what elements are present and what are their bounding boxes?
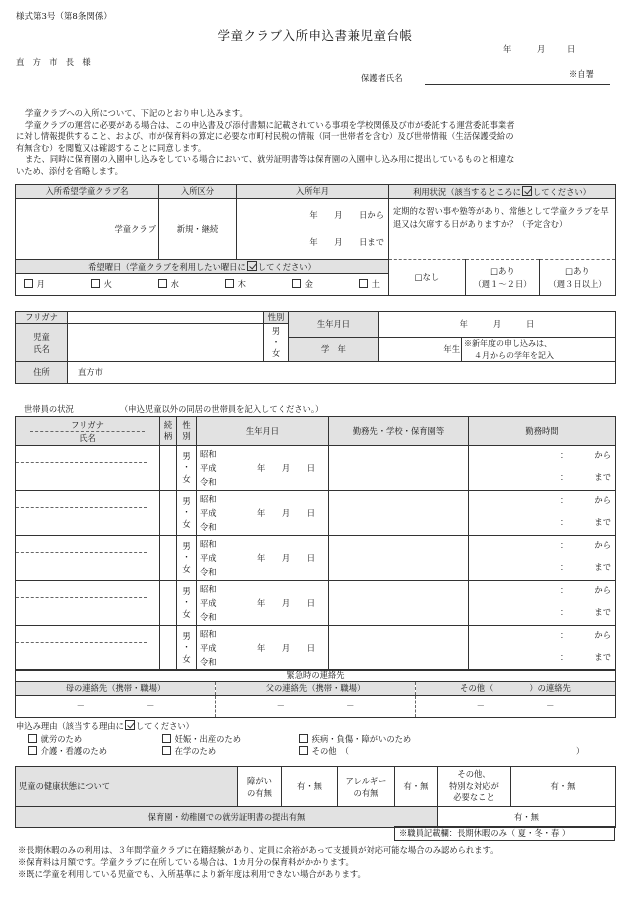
household-title: 世帯員の状況 <box>24 404 74 414</box>
household-birth-header: 生年月日 <box>197 417 329 446</box>
member-hours-field[interactable]: ： から ： まで <box>469 536 616 581</box>
reason-pregnancy-checkbox[interactable]: 妊娠・出産のため <box>162 733 241 746</box>
mother-contact-field[interactable]: － － <box>16 696 216 718</box>
mother-contact-header: 母の連絡先（携帯・職場） <box>16 682 216 696</box>
member-hours-field[interactable]: ： から ： まで <box>469 446 616 491</box>
reasons-header: 申込み理由（該当する理由に してください） <box>16 721 194 731</box>
member-sex-field[interactable]: 男 ・ 女 <box>177 446 197 491</box>
application-reasons <box>16 720 616 758</box>
member-hours-field[interactable]: ： から ： まで <box>469 581 616 626</box>
father-contact-header: 父の連絡先（携帯・職場） <box>216 682 416 696</box>
guardian-name-label: 保護者氏名 <box>361 73 403 83</box>
member-work-field[interactable] <box>329 581 469 626</box>
emergency-table <box>15 669 616 718</box>
household-row <box>16 581 616 626</box>
emergency-title: 緊急時の連絡先 <box>16 670 616 682</box>
child-sex-label: 性別 <box>264 312 289 324</box>
member-work-field[interactable] <box>329 491 469 536</box>
day-checkbox-tue[interactable]: 火 <box>91 279 112 290</box>
child-name-label: 児童 氏名 <box>16 324 68 362</box>
member-name-field[interactable] <box>16 536 160 581</box>
household-row <box>16 491 616 536</box>
child-info-table <box>15 311 616 384</box>
day-checkbox-mon[interactable]: 月 <box>24 279 45 290</box>
entry-date-field[interactable] <box>237 199 389 260</box>
member-hours-field[interactable]: ： から ： まで <box>469 491 616 536</box>
member-relation-field[interactable] <box>160 581 177 626</box>
intro-paragraph-2c: 有無含む）を閲覧又は確認することに同意します。 <box>16 142 207 153</box>
page-title: 学童クラブ入所申込書兼児童台帳 <box>217 28 413 43</box>
date-month-label: 月 <box>537 44 546 54</box>
member-birth-field[interactable]: 昭和 平成 年 月 日 令和 <box>197 626 329 671</box>
day-checkbox-sat[interactable]: 土 <box>359 279 380 290</box>
club-name-header: 入所希望学童クラブ名 <box>16 185 159 199</box>
disability-label: 障がい の有無 <box>238 767 282 807</box>
reason-study-checkbox[interactable]: 在学のため <box>162 745 216 758</box>
reason-other-close: ） <box>576 746 585 756</box>
special-needs-field[interactable]: 有・無 <box>511 767 616 807</box>
child-address-field[interactable]: 直方市 <box>68 362 616 384</box>
allergy-field[interactable]: 有・無 <box>395 767 438 807</box>
member-name-field[interactable] <box>16 491 160 536</box>
household-relation-header: 続 柄 <box>160 417 177 446</box>
child-birth-field[interactable]: 年 月 日 <box>379 312 616 338</box>
member-hours-field[interactable]: ： から ： まで <box>469 626 616 671</box>
preferred-days-header: 希望曜日（学童クラブを利用したい曜日に してください） <box>16 260 389 274</box>
day-checkbox-fri[interactable]: 金 <box>292 279 313 290</box>
father-contact-field[interactable]: － － <box>216 696 416 718</box>
employment-cert-label: 保育園・幼稚園での就労証明書の提出有無 <box>16 807 438 828</box>
preferred-days-row <box>16 274 389 296</box>
usage-option-none[interactable]: □なし <box>389 260 466 296</box>
household-work-header: 勤務先・学校・保育園等 <box>329 417 469 446</box>
member-name-field[interactable] <box>16 626 160 671</box>
household-hours-header: 勤務時間 <box>469 417 616 446</box>
member-relation-field[interactable] <box>160 491 177 536</box>
member-birth-field[interactable]: 昭和 平成 年 月 日 令和 <box>197 581 329 626</box>
member-sex-field[interactable]: 男 ・ 女 <box>177 491 197 536</box>
member-name-field[interactable] <box>16 581 160 626</box>
intro-paragraph-3a: また、同時に保育園の入園申し込みをしている場合において、就労証明書等は保育園の入園申し込み用に提出しているものと相違な <box>25 154 515 164</box>
member-work-field[interactable] <box>329 626 469 671</box>
guardian-name-field[interactable] <box>425 71 610 85</box>
member-relation-field[interactable] <box>160 626 177 671</box>
member-sex-field[interactable]: 男 ・ 女 <box>177 626 197 671</box>
signature-note: ※自署 <box>569 69 594 79</box>
reason-illness-checkbox[interactable]: 疾病・負傷・障がいのため <box>299 733 411 746</box>
health-table <box>15 766 616 828</box>
entry-type-header: 入所区分 <box>159 185 237 199</box>
child-grade-field[interactable]: 年生 <box>379 338 462 362</box>
employment-cert-field[interactable]: 有・無 <box>438 807 616 828</box>
reason-other-checkbox[interactable]: その他 （ <box>299 745 349 758</box>
usage-question: 定期的な習い事や塾等があり、常態として学童クラブを早退又は欠席する日がありますか？（予定含む） <box>389 199 616 260</box>
child-name-field[interactable] <box>68 324 264 362</box>
household-row <box>16 536 616 581</box>
addressee: 直 方 市 長 様 <box>16 57 91 67</box>
entry-date-header: 入所年月 <box>237 185 389 199</box>
special-needs-label: その他、 特別な対応が 必要なこと <box>438 767 511 807</box>
child-furigana-field[interactable] <box>68 312 264 324</box>
child-furigana-label: フリガナ <box>16 312 68 324</box>
child-birth-label: 生年月日 <box>289 312 379 338</box>
entry-date-to: 年 月 日まで <box>309 237 384 247</box>
member-relation-field[interactable] <box>160 446 177 491</box>
note-long-vacation: ※長期休暇のみの利用は、３年間学童クラブに在籍経験があり、定員に余裕があって支援員が対応可能な場合のみ認められます。 <box>18 845 499 855</box>
intro-paragraph-2b: に対し情報提供すること、および、市が保育料の算定に必要な市町村民税の情報（同一世帯者を含む）及び世帯情報（生活保護受給の <box>16 131 514 141</box>
member-work-field[interactable] <box>329 446 469 491</box>
check-icon <box>522 186 532 196</box>
intro-paragraph-2a: 学童クラブの運営に必要がある場合は、この申込書及び添付書類に記載されている事項を学校関係及び市が委託する運営委託事業者 <box>25 119 515 130</box>
health-label: 児童の健康状態について <box>16 767 238 807</box>
member-work-field[interactable] <box>329 536 469 581</box>
child-grade-note: ※新年度の申し込みは、 ４月からの学年を記入 <box>462 338 616 362</box>
other-contact-field[interactable]: － － <box>416 696 616 718</box>
member-sex-field[interactable]: 男 ・ 女 <box>177 536 197 581</box>
child-grade-label: 学 年 <box>289 338 379 362</box>
day-checkbox-wed[interactable]: 水 <box>158 279 179 290</box>
date-day-label: 日 <box>567 44 576 54</box>
usage-option-3-days[interactable]: □あり （週３日以上） <box>540 260 616 296</box>
member-birth-field[interactable]: 昭和 平成 年 月 日 令和 <box>197 446 329 491</box>
household-sex-header: 性 別 <box>177 417 197 446</box>
household-name-header: フリガナ 氏名 <box>16 417 160 446</box>
member-sex-field[interactable]: 男 ・ 女 <box>177 581 197 626</box>
child-address-label: 住所 <box>16 362 68 384</box>
staff-note: ※職員記載欄：長期休暇のみ（ 夏・冬・春 ） <box>394 826 615 841</box>
usage-option-1-2-days[interactable]: □あり （週１～２日） <box>466 260 540 296</box>
intro-paragraph-3b: いため、添付を省略します。 <box>16 165 123 176</box>
household-row <box>16 626 616 671</box>
household-subtitle: （申込児童以外の同居の世帯員を記入してください。） <box>120 404 324 414</box>
disability-field[interactable]: 有・無 <box>282 767 338 807</box>
check-icon <box>247 261 257 271</box>
intro-text <box>16 108 616 177</box>
allergy-label: アレルギー の有無 <box>338 767 395 807</box>
note-monthly-fee: ※保育料は月額です。学童クラブに在所している場合は、1カ月分の保育料がかかります。 <box>18 857 354 867</box>
other-contact-header: その他（ ）の連絡先 <box>416 682 616 696</box>
child-sex-field[interactable]: 男 ・ 女 <box>264 324 289 362</box>
date-year-label: 年 <box>503 44 512 54</box>
member-birth-field[interactable]: 昭和 平成 年 月 日 令和 <box>197 491 329 536</box>
member-birth-field[interactable]: 昭和 平成 年 月 日 令和 <box>197 536 329 581</box>
form-number: 様式第3号（第8条関係） <box>16 12 112 22</box>
note-new-year: ※既に学童を利用している児童でも、入所基準により新年度は利用できない場合があります。 <box>18 869 366 879</box>
entry-type-field[interactable]: 新規・継続 <box>159 199 237 260</box>
club-name-field[interactable]: 学童クラブ <box>16 199 159 260</box>
member-relation-field[interactable] <box>160 536 177 581</box>
intro-paragraph-1: 学童クラブへの入所について、下記のとおり申し込みます。 <box>25 108 248 118</box>
club-application-table <box>15 184 616 296</box>
reason-care-checkbox[interactable]: 介護・看護のため <box>28 745 107 758</box>
household-table <box>15 416 616 671</box>
household-row <box>16 446 616 491</box>
reason-work-checkbox[interactable]: 就労のため <box>28 733 82 746</box>
day-checkbox-thu[interactable]: 木 <box>225 279 246 290</box>
check-icon <box>125 720 135 730</box>
usage-header: 利用状況（該当するところに してください） <box>389 185 616 199</box>
entry-date-from: 年 月 日から <box>309 210 384 220</box>
member-name-field[interactable] <box>16 446 160 491</box>
